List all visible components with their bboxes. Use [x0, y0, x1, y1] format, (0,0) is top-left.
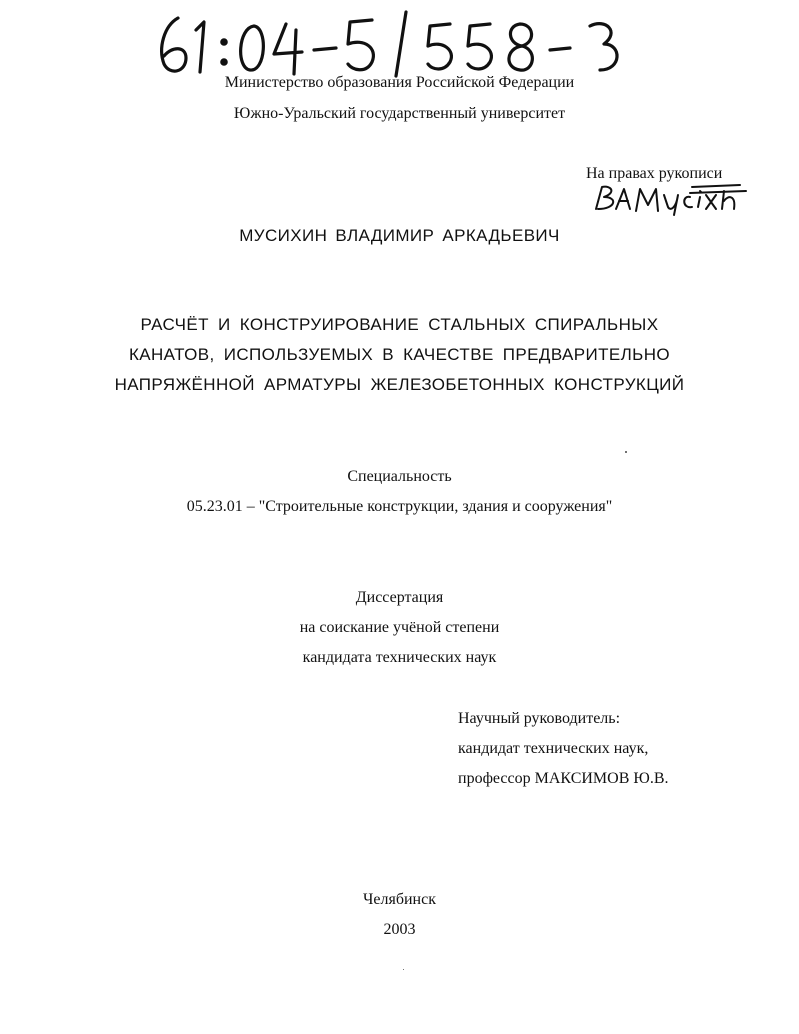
- degree-name: кандидата технических наук: [302, 649, 497, 666]
- author-name: МУСИХИН ВЛАДИМИР АРКАДЬЕВИЧ: [239, 226, 560, 245]
- scan-speck: [403, 969, 404, 970]
- university-name: Южно-Уральский государственный университет: [233, 105, 566, 122]
- supervisor-name: профессор МАКСИМОВ Ю.В.: [458, 770, 669, 787]
- city: Челябинск: [363, 891, 436, 908]
- title-line-2: КАНАТОВ, ИСПОЛЬЗУЕМЫХ В КАЧЕСТВЕ ПРЕДВАРИТЕЛЬНО: [128, 345, 671, 364]
- specialty-label: Специальность: [347, 468, 452, 485]
- title-line-3: НАПРЯЖЁННОЙ АРМАТУРЫ ЖЕЛЕЗОБЕТОННЫХ КОНСТРУКЦИЙ: [114, 375, 685, 394]
- supervisor-degree: кандидат технических наук,: [458, 740, 649, 757]
- supervisor-label: Научный руководитель:: [458, 710, 621, 727]
- specialty-value: 05.23.01 – "Строительные конструкции, здания и сооружения": [186, 498, 613, 515]
- title-line-1: РАСЧЁТ И КОНСТРУИРОВАНИЕ СТАЛЬНЫХ СПИРАЛЬНЫХ: [140, 315, 659, 334]
- author-signature: [590, 183, 750, 217]
- degree-purpose: на соискание учёной степени: [299, 619, 500, 636]
- manuscript-rights-label: На правах рукописи: [586, 165, 723, 182]
- ministry-name: Министерство образования Российской Федерации: [224, 74, 575, 91]
- handwritten-archive-code: [150, 8, 640, 78]
- scan-speck: [625, 451, 627, 453]
- year: 2003: [383, 921, 416, 938]
- dissertation-label: Диссертация: [355, 589, 444, 606]
